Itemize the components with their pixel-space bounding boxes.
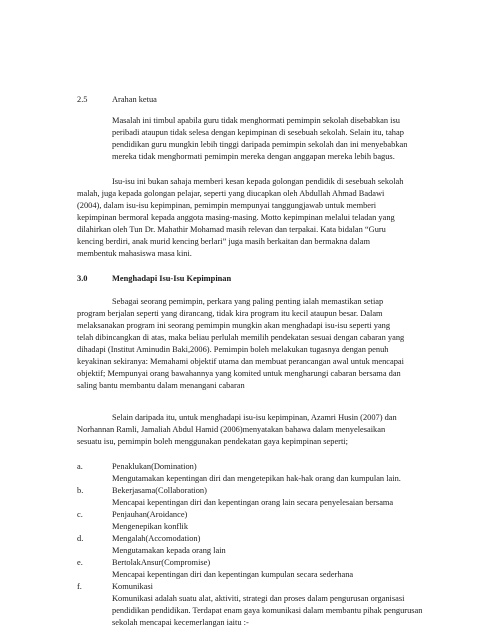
list-item-desc: Mengutamakan kepada orang lain: [112, 546, 226, 555]
list-item-letter: d.: [77, 534, 84, 543]
paragraph-line: Norhannan Ramli, Jamaliah Abdul Hamid (2006)menyatakan bahawa dalam menyelesaikan: [77, 425, 386, 434]
list-item-desc: pendidikan pendidikan. Terdapat enam gaya komunikasi dalam membantu pihak pengurusan: [112, 606, 423, 615]
section-2-5-number: 2.5: [77, 95, 88, 104]
list-item-letter: e.: [77, 558, 83, 567]
paragraph-line: malah, juga kepada golongan pelajar, seperti yang diucapkan oleh Abdullah Ahmad Badawi: [77, 189, 385, 198]
list-item-desc: sekolah mencapai kecemerlangan iaitu :-: [112, 618, 249, 627]
list-item-desc: Mencapai kepentingan diri dan kepentingan orang lain secara penyelesaian bersama: [112, 498, 394, 507]
list-item-desc: Mencapai kepentingan diri dan kepentingan kumpulan secara sederhana: [112, 570, 354, 579]
list-item-desc: Mengenepikan konflik: [112, 522, 189, 531]
paragraph-line: Selain daripada itu, untuk menghadapi isu-isu kepimpinan, Azamri Husin (2007) dan: [112, 413, 397, 422]
paragraph-line: Sebagai seorang pemimpin, perkara yang paling penting ialah memastikan setiap: [112, 297, 384, 306]
paragraph-line: objektif; Mempunyai orang bawahannya yang komited untuk mengharungi cabaran bersama dan: [77, 369, 401, 378]
paragraph-line: mereka tidak menghormati pemimpin mereka dengan anggapan mereka lebih bagus.: [112, 152, 395, 161]
paragraph-line: kencing berdiri, anak murid kencing berlari” juga masih berkaitan dan bermakna dalam: [77, 237, 371, 246]
list-item-letter: c.: [77, 510, 83, 519]
paragraph-line: membentuk mahasiswa masa kini.: [77, 249, 192, 258]
list-item-desc: Mengutamakan kepentingan diri dan mengetepikan hak-hak orang dan kumpulan lain.: [112, 474, 401, 483]
list-item-title: Bekerjasama(Collaboration): [112, 486, 207, 495]
section-3-0-number: 3.0: [77, 274, 88, 283]
paragraph-line: dihadapi (Institut Aminudin Baki,2006). Pemimpin boleh melakukan tugasnya dengan penuh: [77, 345, 389, 354]
list-item-title: BertolakAnsur(Compromise): [112, 558, 211, 567]
paragraph-line: melaksanakan program ini seorang pemimpin mungkin akan menghadapi isu-isu seperti yang: [77, 321, 391, 330]
paragraph-line: peribadi ataupun tidak selesa dengan kepimpinan di sesebuah sekolah. Selain itu, tahap: [112, 128, 404, 137]
list-item-title: Komunikasi: [112, 582, 153, 591]
list-item-desc: Komunikasi adalah suatu alat, aktiviti, strategi dan proses dalam pengurusan organisasi: [112, 594, 405, 603]
paragraph-line: keyakinan sekiranya: Memahami objektif utama dan membuat perancangan awal untuk mencapai: [77, 357, 404, 366]
list-item-letter: a.: [77, 462, 83, 471]
paragraph-line: telah dibincangkan di atas, maka beliau perlulah memilih pendekatan sesuai dengan cabaran yang: [77, 333, 405, 342]
paragraph-line: (2004), dalam isu-isu kepimpinan, pemimpin mempunyai tanggungjawab untuk memberi: [77, 201, 377, 210]
list-item-title: Penjauhan(Aroidance): [112, 510, 188, 519]
paragraph-line: pendidikan guru mungkin lebih tinggi daripada pemimpin sekolah dan ini menyebabkan: [112, 140, 408, 149]
paragraph-line: Masalah ini timbul apabila guru tidak menghormati pemimpin sekolah disebabkan isu: [112, 116, 400, 125]
list-item-title: Mengalah(Accomodation): [112, 534, 201, 543]
paragraph-line: sesuatu isu, pemimpin boleh menggunakan pendekatan gaya kepimpinan seperti;: [77, 437, 348, 446]
paragraph-line: saling bantu membantu dalam menangani cabaran: [77, 381, 245, 390]
paragraph-line: kepimpinan bermoral kepada anggota masing-masing. Motto kepimpinan melalui teladan yang: [77, 213, 395, 222]
section-3-0-title: Menghadapi Isu-Isu Kepimpinan: [112, 274, 232, 283]
paragraph-line: program berjalan seperti yang dirancang, tidak kira program itu kecil ataupun besar. Dalam: [77, 309, 383, 318]
paragraph-line: dilahirkan oleh Tun Dr. Mahathir Mohamad masih relevan dan terpakai. Kata bidalan “Guru: [77, 225, 386, 234]
list-item-letter: b.: [77, 486, 84, 495]
list-item-letter: f.: [77, 582, 82, 591]
list-item-title: Penaklukan(Domination): [112, 462, 197, 471]
paragraph-line: Isu-isu ini bukan sahaja memberi kesan kepada golongan pendidik di sesebuah sekolah: [112, 177, 404, 186]
section-2-5-title: Arahan ketua: [112, 95, 157, 104]
